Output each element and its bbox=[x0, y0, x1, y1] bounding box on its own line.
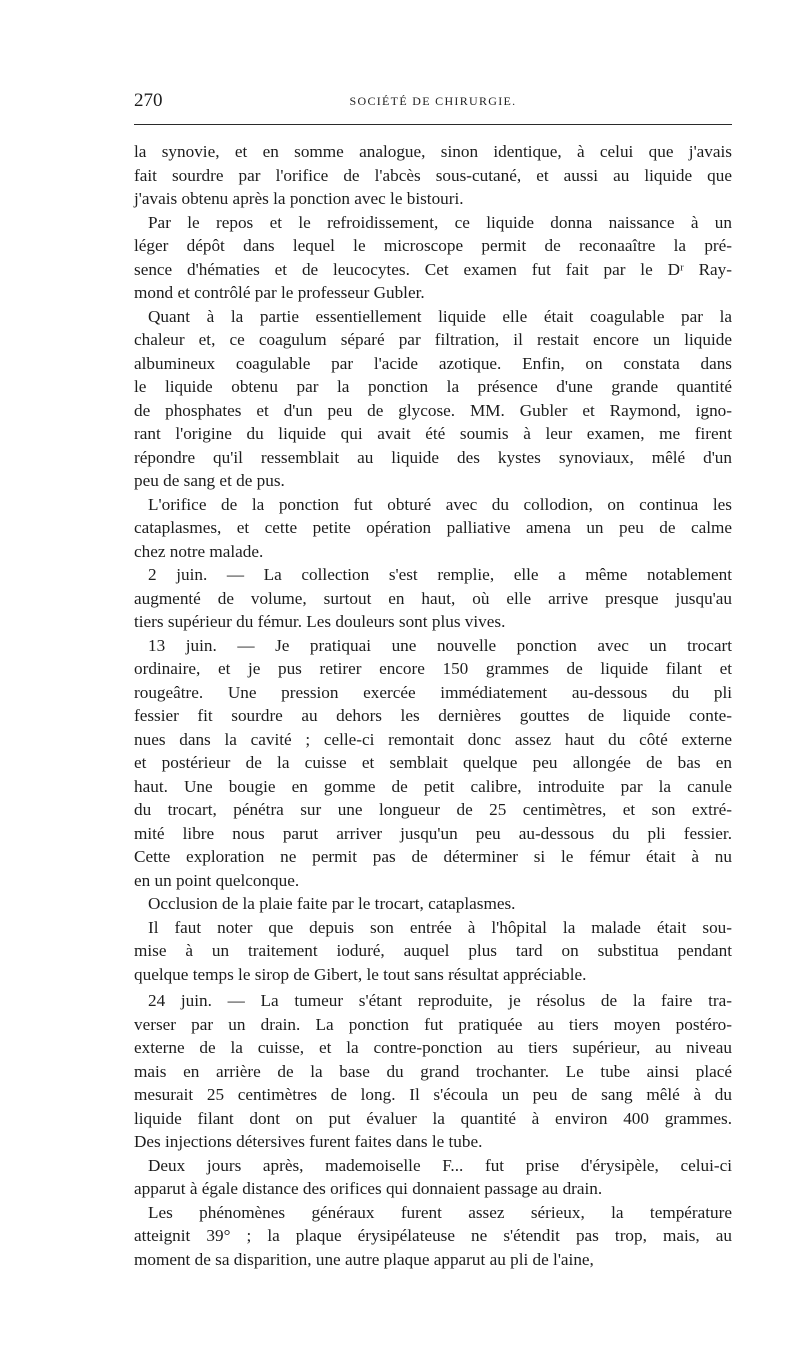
text-line: peu de sang et de pus. bbox=[134, 471, 285, 490]
text-line: en un point quelconque. bbox=[134, 870, 300, 890]
text-line: Deux jours après, mademoiselle F... fut prise d'érysipèle, celui-ci bbox=[148, 1155, 732, 1175]
page-number: 270 bbox=[134, 90, 163, 111]
body-text bbox=[134, 140, 732, 1271]
paragraph bbox=[134, 211, 732, 305]
text-line: tiers supérieur du fémur. Les douleurs sont plus vives. bbox=[134, 612, 506, 631]
text-line: ordinaire, et je pus retirer encore 150 grammes de liquide filant et bbox=[134, 659, 732, 678]
text-line: Occlusion de la plaie faite par le trocart, cataplasmes. bbox=[148, 894, 516, 913]
text-line: cataplasmes, et cette petite opération palliative amena un peu de calme bbox=[134, 518, 732, 537]
text-line: 24 juin. — La tumeur s'étant reproduite, je résolus de la faire tra- bbox=[148, 991, 732, 1010]
text-line: externe de la cuisse, et la contre-ponction au tiers supérieur, au niveau bbox=[134, 1038, 732, 1057]
text-line: de phosphates et d'un peu de glycose. MM. Gubler et Raymond, igno- bbox=[134, 400, 732, 420]
text-line: fessier fit sourdre au dehors les dernières gouttes de liquide conte- bbox=[134, 706, 732, 725]
text-line: atteignit 39° ; la plaque érysipélateuse ne s'étendit pas trop, mais, au bbox=[134, 1226, 732, 1245]
paragraph bbox=[134, 493, 732, 564]
text-line: augmenté de volume, surtout en haut, où elle arrive presque jusqu'au bbox=[134, 588, 732, 608]
text-line: chaleur et, ce coagulum séparé par filtration, il restait encore un liquide bbox=[134, 330, 732, 349]
header-rule bbox=[134, 124, 732, 125]
text-line: verser par un drain. La ponction fut pratiquée au tiers moyen postéro- bbox=[134, 1014, 732, 1034]
text-line: léger dépôt dans lequel le microscope permit de reconaaître la pré- bbox=[134, 236, 732, 255]
text-line: liquide filant dont on put évaluer la quantité à environ 400 grammes. bbox=[134, 1108, 732, 1128]
text-line: quelque temps le sirop de Gibert, le tout sans résultat appréciable. bbox=[134, 964, 587, 984]
text-line: mesurait 25 centimètres de long. Il s'écoula un peu de sang mêlé à du bbox=[134, 1085, 732, 1104]
text-line: répondre qu'il ressemblait au liquide des kystes synoviaux, mêlé d'un bbox=[134, 447, 732, 467]
paragraph bbox=[134, 563, 732, 634]
paragraph bbox=[134, 989, 732, 1154]
text-line: rougeâtre. Une pression exercée immédiatement au-dessous du pli bbox=[134, 682, 732, 702]
text-line: Cette exploration ne permit pas de déterminer si le fémur était à nu bbox=[134, 847, 732, 866]
paragraph bbox=[134, 916, 732, 987]
text-line: L'orifice de la ponction fut obturé avec du collodion, on continua les bbox=[148, 494, 732, 514]
text-line: fait sourdre par l'orifice de l'abcès sous-cutané, et aussi au liquide que bbox=[134, 165, 732, 185]
text-line: moment de sa disparition, une autre plaque apparut au pli de l'aine, bbox=[134, 1249, 594, 1269]
text-line: chez notre malade. bbox=[134, 541, 264, 561]
paragraph bbox=[134, 634, 732, 893]
text-line: Quant à la partie essentiellement liquide elle était coagulable par la bbox=[148, 306, 732, 326]
text-line: et postérieur de la cuisse et semblait quelque peu allongée de bas en bbox=[134, 753, 732, 772]
page-header bbox=[134, 88, 732, 114]
text-line: 13 juin. — Je pratiquai une nouvelle ponction avec un trocart bbox=[148, 635, 732, 655]
text-line: mité libre nous parut arriver jusqu'un peu au-dessous du pli fessier. bbox=[134, 823, 732, 843]
paragraph bbox=[134, 305, 732, 493]
text-line: le liquide obtenu par la ponction la présence d'une grande quantité bbox=[134, 377, 732, 396]
text-line: Par le repos et le refroidissement, ce liquide donna naissance à un bbox=[148, 212, 732, 232]
text-line: mise à un traitement ioduré, auquel plus tard on substitua pendant bbox=[134, 941, 732, 960]
text-line: 2 juin. — La collection s'est remplie, elle a même notablement bbox=[148, 565, 732, 584]
text-line: haut. Une bougie en gomme de petit calibre, introduite par la canule bbox=[134, 776, 732, 796]
text-line: Il faut noter que depuis son entrée à l'hôpital la malade était sou- bbox=[148, 917, 732, 937]
paragraph bbox=[134, 140, 732, 211]
paragraph bbox=[134, 892, 732, 916]
text-line: albumineux coagulable par l'acide azotique. Enfin, on constata dans bbox=[134, 353, 732, 373]
running-head: SOCIÉTÉ DE CHIRURGIE. bbox=[349, 94, 517, 108]
text-line: Les phénomènes généraux furent assez sérieux, la température bbox=[148, 1202, 732, 1222]
text-line: rant l'origine du liquide qui avait été soumis à leur examen, me firent bbox=[134, 424, 732, 443]
paragraph bbox=[134, 1201, 732, 1272]
text-line: la synovie, et en somme analogue, sinon identique, à celui que j'avais bbox=[134, 142, 732, 161]
paragraph bbox=[134, 1154, 732, 1201]
text-line: apparut à égale distance des orifices qui donnaient passage au drain. bbox=[134, 1179, 603, 1198]
text-line: j'avais obtenu après la ponction avec le bistouri. bbox=[134, 189, 464, 208]
text-line: Des injections détersives furent faites dans le tube. bbox=[134, 1132, 483, 1151]
text-line: mond et contrôlé par le professeur Gubler. bbox=[134, 283, 425, 302]
text-line: du trocart, pénétra sur une longueur de 25 centimètres, et son extré- bbox=[134, 800, 732, 819]
text-line: mais en arrière de la base du grand trochanter. Le tube ainsi placé bbox=[134, 1061, 732, 1081]
text-line: sence d'hématies et de leucocytes. Cet examen fut fait par le Dʳ Ray- bbox=[134, 259, 732, 279]
text-line: nues dans la cavité ; celle-ci remontait donc assez haut du côté externe bbox=[134, 729, 732, 749]
